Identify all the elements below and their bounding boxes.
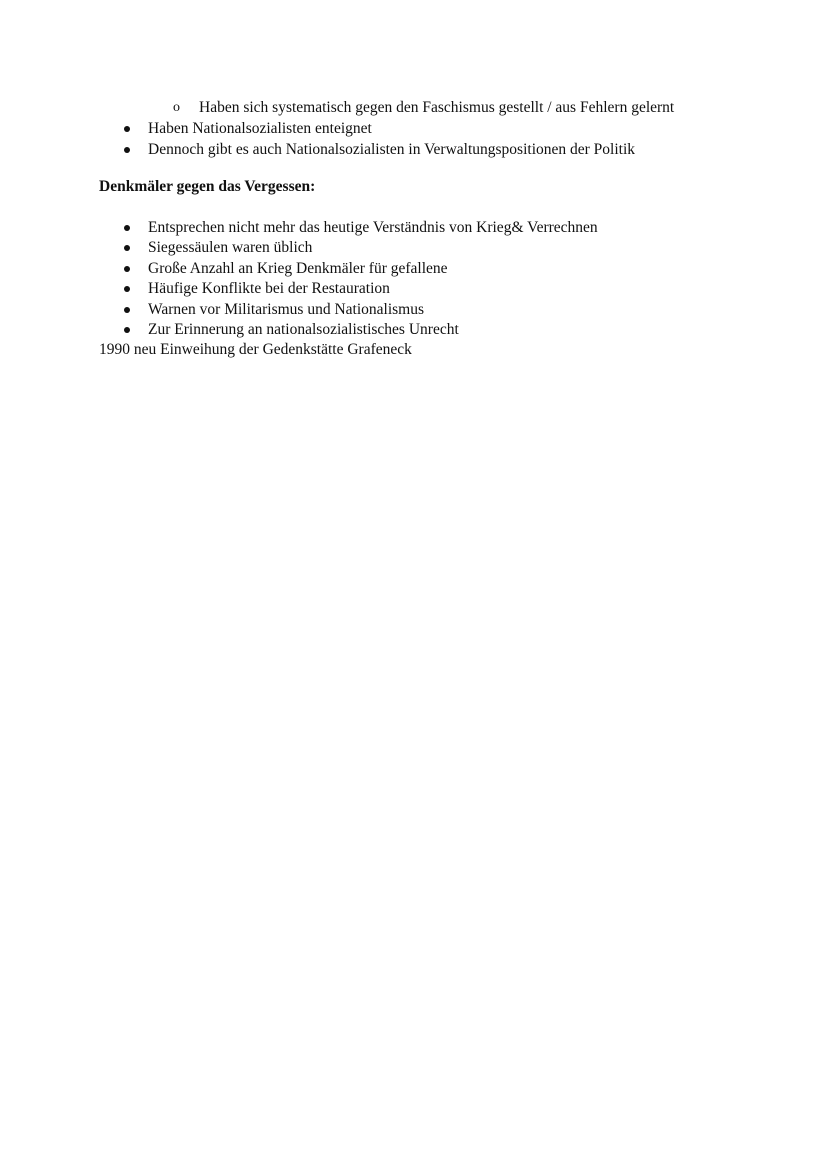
bullet-icon (124, 245, 130, 251)
bullet-icon (124, 307, 130, 313)
section-heading: Denkmäler gegen das Vergessen: (99, 178, 316, 195)
bullet-icon (124, 126, 130, 132)
bullet-icon (124, 266, 130, 272)
list-item: Siegessäulen waren üblich (148, 239, 313, 256)
sub-list-item: Haben sich systematisch gegen den Faschismus gestellt / aus Fehlern gelernt (199, 99, 675, 116)
list-item: Häufige Konflikte bei der Restauration (148, 280, 390, 297)
list-item: Dennoch gibt es auch Nationalsozialisten in Verwaltungspositionen der Politik (148, 141, 636, 158)
list-item: Große Anzahl an Krieg Denkmäler für gefallene (148, 260, 448, 277)
list-item: Haben Nationalsozialisten enteignet (148, 120, 372, 137)
bullet-icon (124, 327, 130, 333)
sub-bullet-marker: o (173, 100, 180, 115)
bullet-icon (124, 286, 130, 292)
list-item: Warnen vor Militarismus und Nationalismus (148, 301, 424, 318)
list-item: Zur Erinnerung an nationalsozialistisches Unrecht (148, 321, 459, 338)
list-item: Entsprechen nicht mehr das heutige Verständnis von Krieg& Verrechnen (148, 219, 598, 236)
closing-line: 1990 neu Einweihung der Gedenkstätte Grafeneck (99, 341, 412, 358)
bullet-icon (124, 225, 130, 231)
bullet-icon (124, 147, 130, 153)
